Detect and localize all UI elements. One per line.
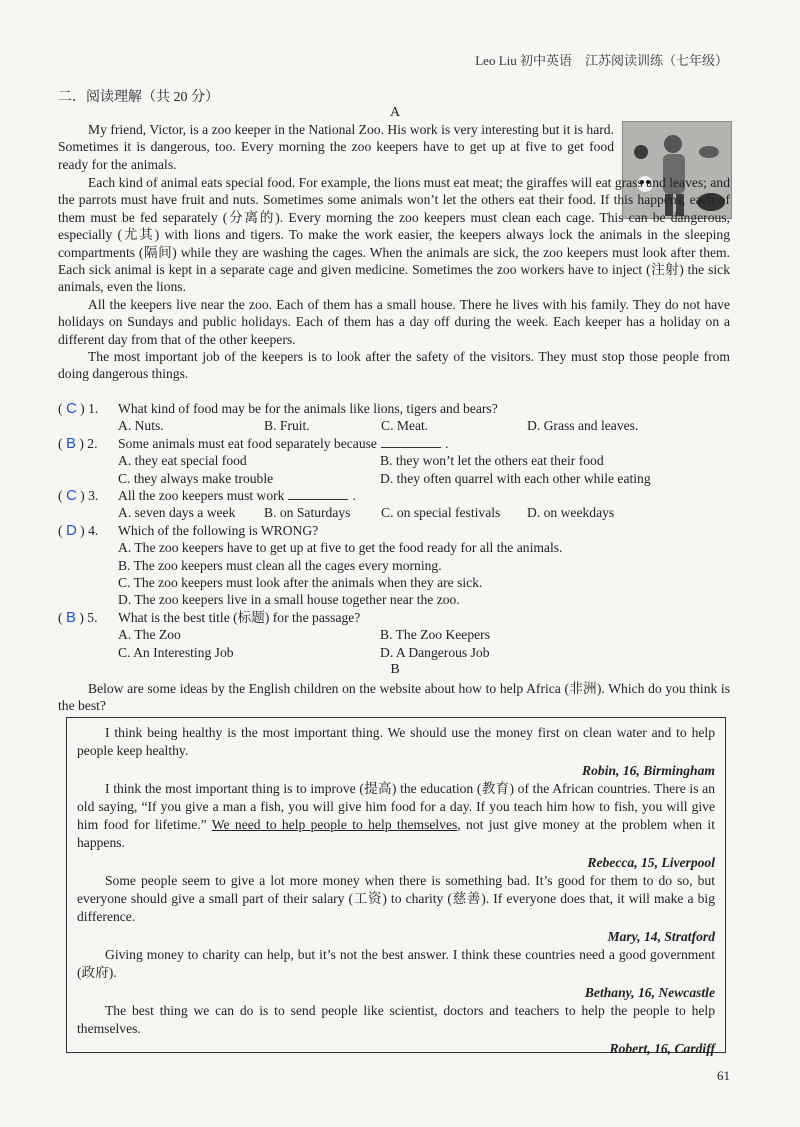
question-number: 4. — [88, 522, 99, 538]
option: C. on special festivals — [381, 505, 501, 521]
option: B. Fruit. — [264, 418, 310, 434]
opinion-text — [77, 780, 715, 852]
question-5: ( B ) 5. What is the best title (标题) for the passage? — [58, 608, 361, 626]
page-header: Leo Liu 初中英语 江苏阅读训练（七年级） — [475, 53, 728, 68]
passage-b-intro — [58, 680, 730, 715]
option: A. The Zoo — [118, 627, 181, 643]
opinions-box — [66, 717, 726, 1056]
opinion-signature: Mary, 14, Stratford — [607, 929, 715, 944]
option: A. The zoo keepers have to get up at five to get the food ready for all the animals. — [118, 540, 563, 556]
option: A. Nuts. — [118, 418, 164, 434]
question-1: ( C ) 1. What kind of food may be for the animals like lions, tigers and bears? — [58, 400, 498, 417]
opinion-text: Some people seem to give a lot more money when there is something bad. It’s good for them to do so, but everyone should give a small part of their salary (工资) to charity (慈善). If everyone does that, it will make a big difference. — [77, 873, 715, 924]
option: B. on Saturdays — [264, 505, 351, 521]
page-number: 61 — [717, 1068, 730, 1083]
question-text: Which of the following is WRONG? — [118, 522, 319, 538]
option: A. they eat special food — [118, 453, 247, 469]
opinion-text: I think being healthy is the most important thing. We should use the money first on clean water and to help people keep healthy. — [77, 725, 715, 758]
answer-mark: C — [65, 487, 77, 505]
question-text: Some animals must eat food separately because — [118, 435, 377, 451]
answer-blank — [381, 435, 441, 448]
question-list — [58, 400, 730, 661]
paragraph: Each kind of animal eats special food. For example, the lions must eat meat; the giraffes will eat grass and leaves; and the parrots must have fruit and nuts. Sometimes some animals won’t let the others eat their food. If this happens, each of them must be fed separately (分离的). Every morning the zoo keepers must clean each cage. This can be dangerous, especially (尤其) with lions and tigers. To make the work easier, the keepers always lock the animals in the sleeping compartments (隔间) while they are washing the cages. When the animals are sick, the zoo keepers must look after them. Each sick animal is kept in a separate cage and given medicine. Sometimes the zoo workers have to inject (注射) the sick animals, even the lions. — [58, 175, 730, 295]
opinion-text: The best thing we can do is to send people like scientist, doctors and teachers to help the people to help themselves. — [77, 1003, 715, 1036]
options — [118, 452, 730, 487]
opinion-text: Giving money to charity can help, but it’s not the best answer. I think these countries need a good government (政府). — [77, 947, 715, 980]
opinion-text-part: I think the most important thing is to improve (提高) the education (教育) of the African countries. There is an old saying, “If you give a man a fish, you will give him food for a day. If you teach him how to fish, you will give him food for lifetime.” — [77, 781, 715, 832]
option: D. on weekdays — [527, 505, 615, 521]
options — [118, 504, 730, 521]
question-number: 3. — [88, 488, 99, 504]
option: C. they always make trouble — [118, 470, 274, 486]
section-title: 二．阅读理解（共 20 分） — [58, 90, 219, 105]
answer-blank — [288, 487, 348, 500]
opinion-signature: Bethany, 16, Newcastle — [584, 985, 715, 1000]
paragraph: All the keepers live near the zoo. Each of them has a small house. There he lives with his family. They do not have holidays on Sundays and public holidays. Each of them has a day off during the week. Each keeper has a holiday on a different day from that of the other keepers. — [58, 296, 730, 347]
question-number: 2. — [87, 435, 98, 451]
paragraph: The most important job of the keepers is to look after the safety of the visitors. They must stop those people from doing dangerous things. — [58, 349, 730, 382]
option: B. The Zoo Keepers — [380, 627, 490, 643]
option: B. they won’t let the others eat their food — [380, 453, 604, 469]
question-text: What is the best title (标题) for the passage? — [118, 609, 361, 625]
question-text: What kind of food may be for the animals like lions, tigers and bears? — [118, 401, 498, 416]
options — [118, 626, 730, 661]
answer-mark: D — [65, 521, 77, 539]
question-number: 5. — [87, 609, 98, 625]
option: D. Grass and leaves. — [527, 418, 639, 434]
answer-mark: C — [65, 400, 77, 417]
answer-mark: B — [65, 608, 76, 626]
passage-a-body — [58, 174, 730, 383]
paragraph: Below are some ideas by the English children on the website about how to help Africa (非洲). Which do you think is the best? — [58, 681, 730, 714]
opinion-signature: Robert, 16, Cardiff — [609, 1041, 715, 1056]
options — [118, 539, 730, 609]
underlined-sentence: We need to help people to help themselves — [211, 817, 458, 832]
passage-a-para-1 — [58, 121, 614, 173]
option: C. An Interesting Job — [118, 644, 234, 660]
option: D. The zoo keepers live in a small house together near the zoo. — [118, 592, 460, 608]
question-number: 1. — [88, 401, 99, 416]
opinion-signature: Robin, 16, Birmingham — [582, 763, 715, 778]
question-2: ( B ) 2. Some animals must eat food separately because . — [58, 434, 449, 452]
option: B. The zoo keepers must clean all the cages every morning. — [118, 557, 442, 573]
option: D. A Dangerous Job — [380, 644, 490, 660]
opinion-signature: Rebecca, 15, Liverpool — [587, 855, 715, 870]
passage-a-letter: A — [389, 105, 401, 120]
answer-mark: B — [65, 434, 76, 452]
options — [118, 417, 730, 434]
passage-b-letter: B — [390, 662, 400, 677]
paragraph: My friend, Victor, is a zoo keeper in the National Zoo. His work is very interesting but it is hard. Sometimes it is dangerous, too. Every morning the zoo keepers have to get up at five to get food ready for the animals. — [58, 122, 614, 172]
option: D. they often quarrel with each other while eating — [380, 470, 651, 486]
question-3: ( C ) 3. All the zoo keepers must work . — [58, 487, 356, 505]
option: C. The zoo keepers must look after the animals when they are sick. — [118, 575, 483, 591]
question-text: All the zoo keepers must work — [118, 488, 285, 504]
option: A. seven days a week — [118, 505, 236, 521]
question-4: ( D ) 4. Which of the following is WRONG? — [58, 521, 319, 539]
opinion-text-part: , not just give money at the problem when it happens. — [77, 817, 715, 850]
option: C. Meat. — [381, 418, 429, 434]
